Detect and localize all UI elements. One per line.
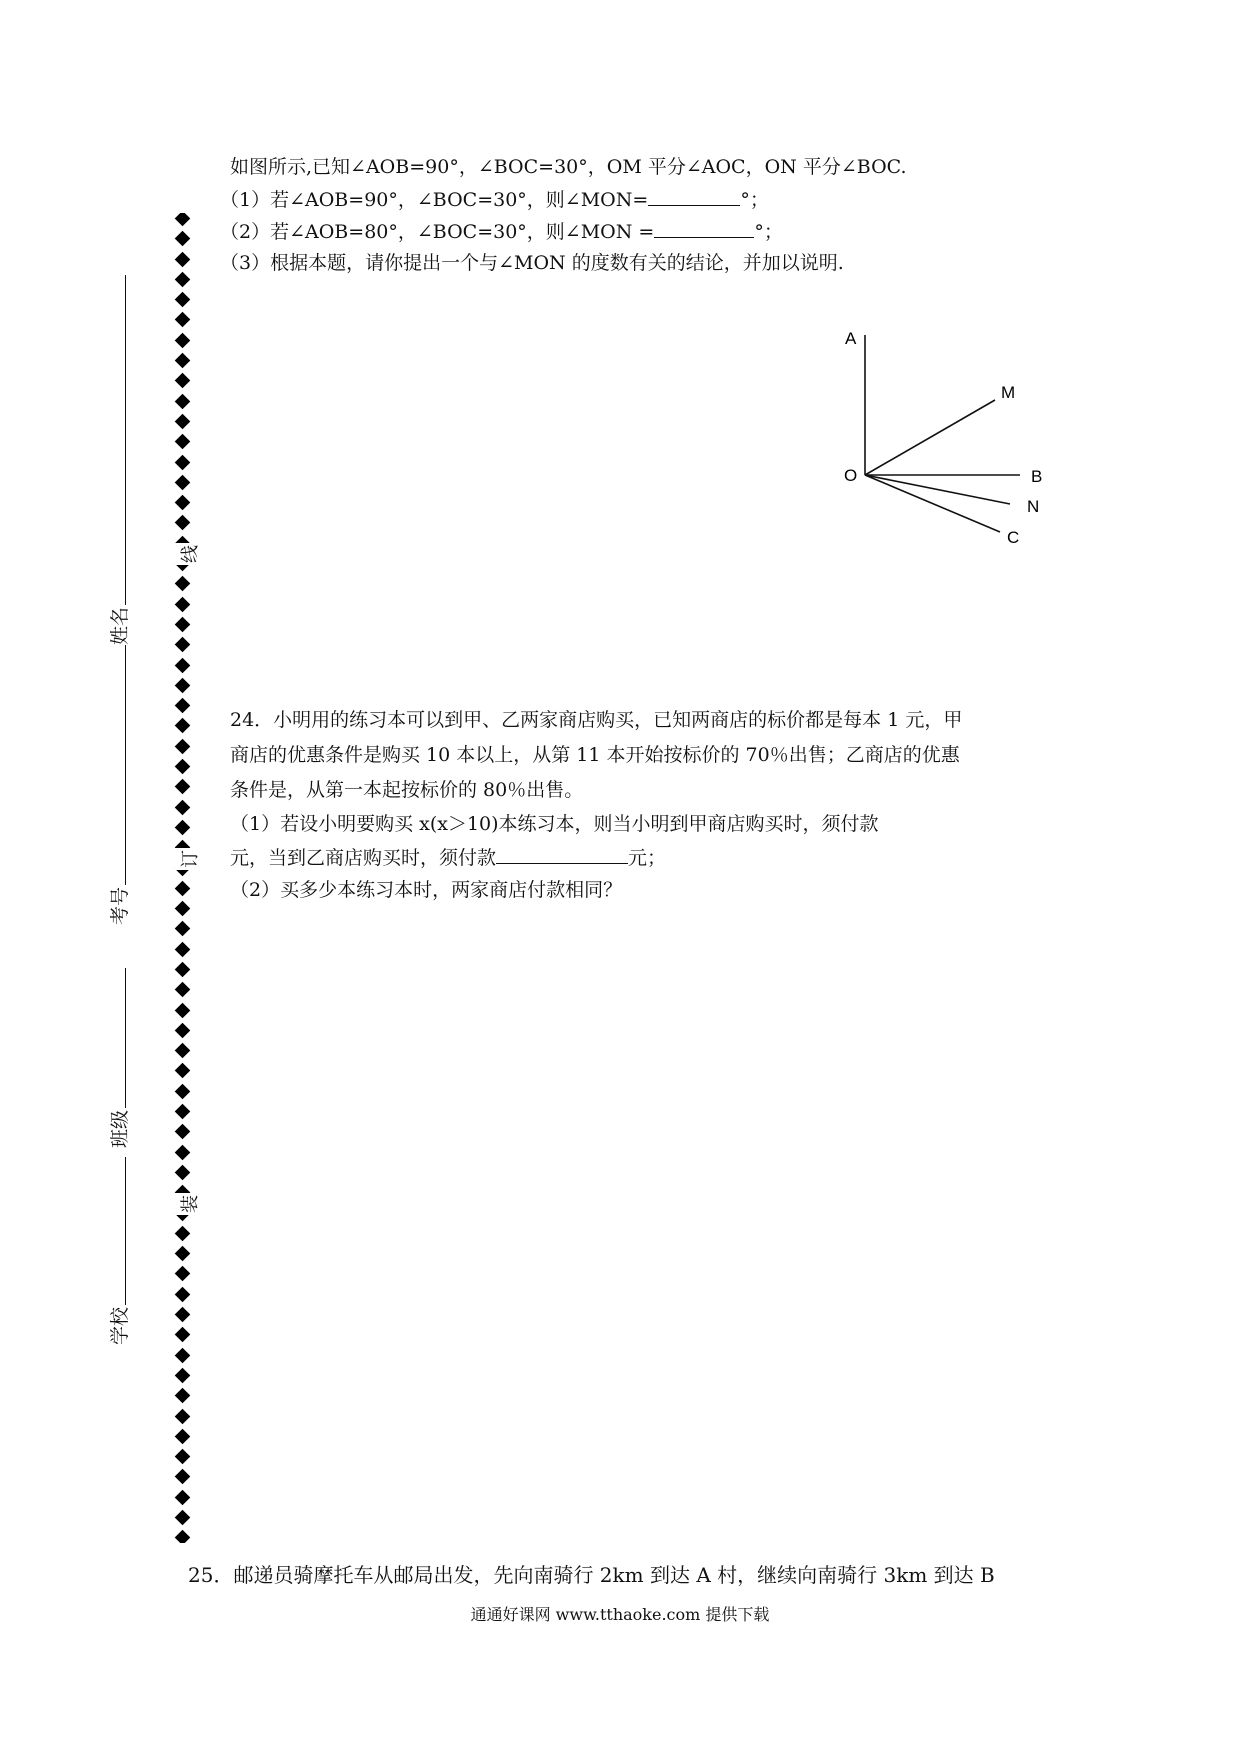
q23-part1-text: （1）若∠AOB=90°，∠BOC=30°，则∠MON= [220,189,649,211]
diamond-mark [175,454,191,470]
diamond-mark [175,1388,191,1404]
diamond-mark [175,1530,191,1543]
q24-part1-cont-text: 元，当到乙商店购买时，须付款 [230,847,497,869]
name-field[interactable] [105,275,132,645]
q23-part1-suffix: °； [740,189,769,211]
diamond-mark [175,657,191,673]
diamond-mark [175,901,191,917]
diamond-mark [175,1104,191,1120]
diamond-mark [175,1307,191,1323]
angle-figure [820,320,1080,560]
q23-part2 [220,217,783,246]
diamond-mark [175,434,191,450]
diamond-mark [175,738,191,754]
diamond-mark [175,353,191,369]
diamond-mark [175,596,191,612]
diamond-mark [175,292,191,308]
class-label: 班级 [109,1109,131,1148]
binding-word-xian: 线 [175,543,203,565]
diamond-mark [175,1489,191,1505]
diamond-mark [175,637,191,653]
diamond-mark [175,982,191,998]
diamond-mark [175,718,191,734]
q23-part2-text: （2）若∠AOB=80°，∠BOC=30°，则∠MON = [220,221,655,243]
q25-line1: 25．邮递员骑摩托车从邮局出发，先向南骑行 2km 到达 A 村，继续向南骑行 3km 到达 B [188,1563,995,1587]
school-label: 学校 [109,1306,131,1345]
diamond-mark [175,1469,191,1485]
q24-part2: （2）买多少本练习本时，两家商店付款相同？ [230,879,623,901]
ray-on [865,475,1010,504]
answer-blank[interactable] [496,843,628,864]
diamond-mark [175,373,191,389]
diamond-mark [175,1226,191,1242]
diamond-mark [175,941,191,957]
class-line [111,968,126,1108]
ray-om [865,400,995,475]
label-n: N [1027,497,1040,516]
diamond-mark [175,698,191,714]
diamond-mark [175,231,191,247]
diamond-mark [175,759,191,775]
diamond-mark [175,576,191,592]
diamond-mark [175,1429,191,1445]
diamond-mark [175,414,191,430]
school-field[interactable] [105,1157,132,1345]
diamond-mark [175,272,191,288]
diamond-mark [175,1002,191,1018]
diamond-mark [175,1083,191,1099]
label-c: C [1007,528,1020,547]
diamond-mark [175,333,191,349]
q24-line2: 商店的优惠条件是购买 10 本以上，从第 11 本开始按标价的 70％出售；乙商店的优惠 [230,744,960,766]
school-line [111,1157,126,1305]
q23-intro: 如图所示,已知∠AOB=90°，∠BOC=30°，OM 平分∠AOC，ON 平分∠BOC. [230,156,907,178]
diamond-mark [175,312,191,328]
class-field[interactable] [105,968,132,1148]
q24-line3: 条件是，从第一本起按标价的 80％出售。 [230,779,584,801]
diamond-mark [175,820,191,836]
q23-part3: （3）根据本题，请你提出一个与∠MON 的度数有关的结论，并加以说明. [220,252,844,274]
diamond-mark [175,393,191,409]
q24-part1-cont-suffix: 元； [628,847,667,869]
diamond-mark [175,617,191,633]
diamond-mark [175,1327,191,1343]
label-m: M [1001,383,1016,402]
diamond-mark [175,799,191,815]
q23-part2-suffix: °； [754,221,783,243]
diamond-mark [175,881,191,897]
ray-oc [865,475,1000,532]
diamond-mark [175,1124,191,1140]
diamond-mark [175,1063,191,1079]
diamond-mark [175,1408,191,1424]
label-a: A [845,329,857,348]
binding-word-ding: 订 [175,848,203,870]
exam-number-field[interactable] [105,645,132,925]
answer-blank[interactable] [654,217,754,238]
binding-word-zhuang: 装 [175,1193,203,1215]
diamond-mark [175,1510,191,1526]
q24-part1-cont [230,843,666,872]
q24-line1: 24．小明用的练习本可以到甲、乙两家商店购买，已知两商店的标价都是每本 1 元，甲 [230,709,963,731]
diamond-mark [175,1368,191,1384]
diamond-mark [175,962,191,978]
name-line [111,275,126,605]
answer-blank[interactable] [648,185,740,206]
diamond-mark [175,1023,191,1039]
diamond-mark [175,1043,191,1059]
diamond-mark [175,251,191,267]
diamond-mark [175,515,191,531]
diamond-mark [175,1347,191,1363]
diamond-mark [175,1246,191,1262]
label-o: O [844,466,858,485]
diamond-mark [175,1165,191,1181]
q23-part1 [220,185,769,214]
label-b: B [1031,467,1043,486]
diamond-mark [175,678,191,694]
exam-number-line [111,645,126,885]
diamond-mark [175,779,191,795]
diamond-mark [175,1144,191,1160]
name-label: 姓名 [109,606,131,645]
binding-line [172,213,194,1543]
diamond-mark [175,1449,191,1465]
exam-number-label: 考号 [109,886,131,925]
q24-part1: （1）若设小明要购买 x(x＞10)本练习本，则当小明到甲商店购买时，须付款 [230,813,879,835]
diamond-mark [175,1286,191,1302]
footer: 通通好课网 www.tthaoke.com 提供下载 [470,1605,770,1624]
diamond-mark [175,475,191,491]
diamond-mark [175,921,191,937]
diamond-mark [175,495,191,511]
diamond-mark [175,1266,191,1282]
diamond-mark [175,213,191,226]
